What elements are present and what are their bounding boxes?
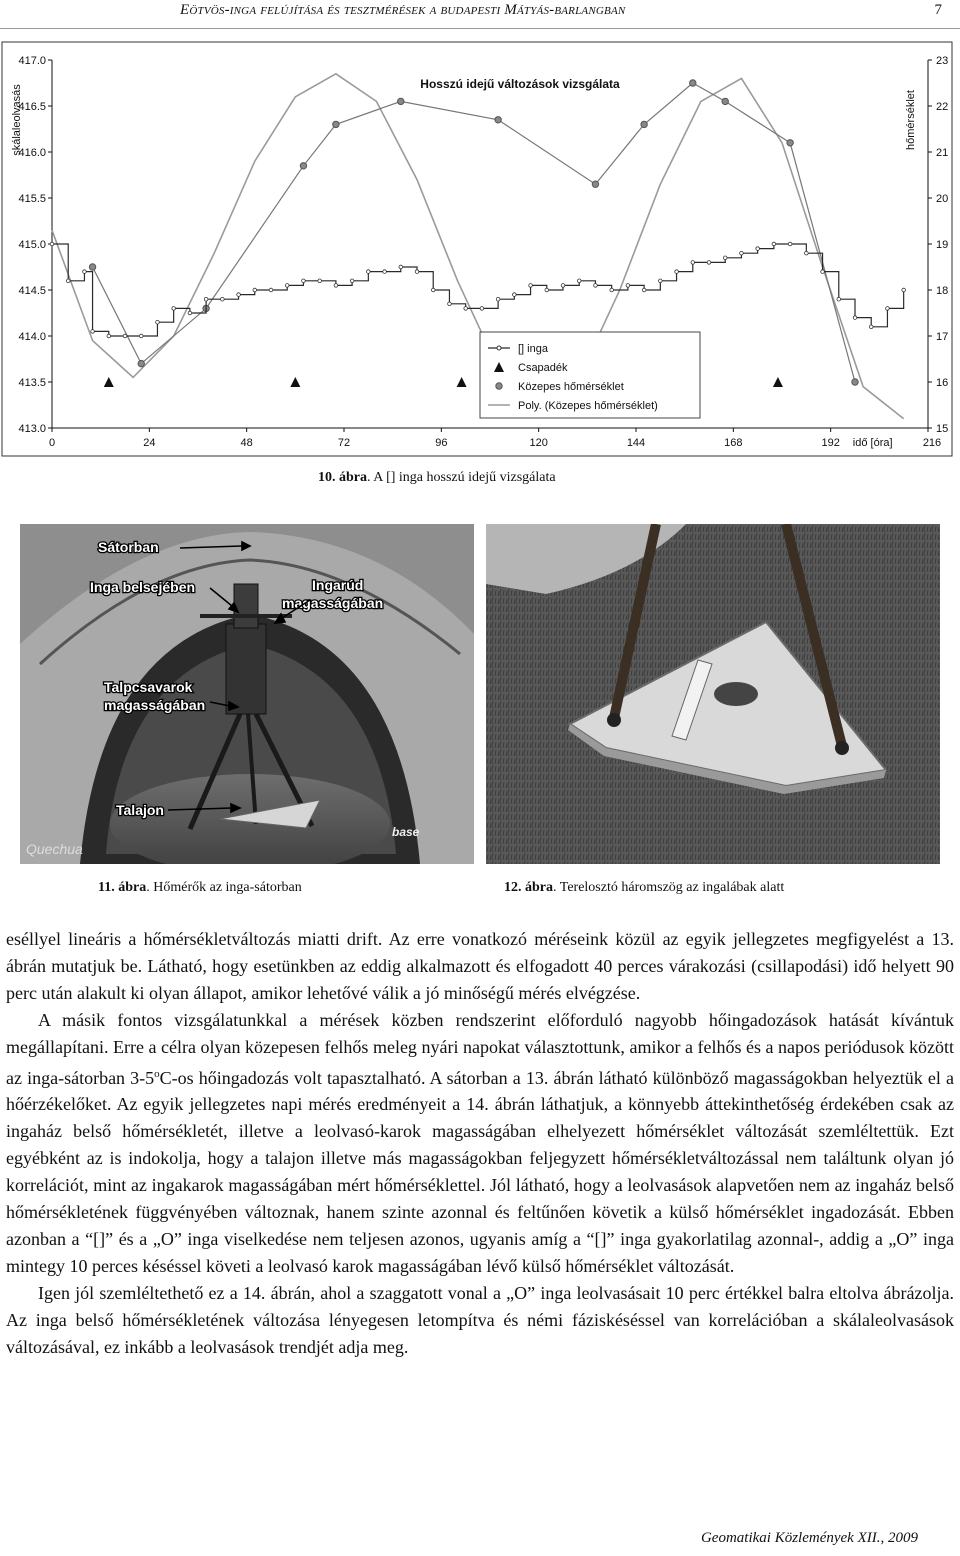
inga-point — [772, 242, 776, 246]
x-tick-label: 144 — [626, 437, 646, 449]
y2-tick-label: 16 — [936, 377, 949, 389]
temperature-point — [138, 360, 144, 366]
inga-point — [723, 256, 727, 260]
inga-point — [350, 279, 354, 283]
y-tick-label: 416.5 — [18, 101, 46, 113]
journal-footer: Geomatikai Közlemények XII., 2009 — [700, 1530, 918, 1546]
figure-11-caption — [98, 880, 302, 896]
inga-point — [788, 242, 792, 246]
inga-point — [431, 288, 435, 292]
inga-point — [853, 316, 857, 320]
x-tick-label: 168 — [724, 437, 743, 449]
temperature-point — [722, 98, 728, 104]
inga-point — [513, 293, 517, 297]
y2-tick-label: 19 — [936, 239, 949, 251]
figure-11-photo — [20, 524, 474, 864]
figure-12-photo — [486, 524, 940, 864]
inga-point — [221, 297, 225, 301]
inga-point — [367, 270, 371, 274]
inga-point — [107, 334, 111, 338]
inga-point — [740, 251, 744, 255]
inga-point — [691, 261, 695, 265]
inga-point — [204, 297, 208, 301]
inga-point — [91, 330, 95, 334]
y2-tick-label: 20 — [936, 193, 949, 205]
figure-10-text: . A [] inga hosszú idejű vizsgálata — [367, 470, 556, 485]
inga-point — [610, 288, 614, 292]
legend-label: Csapadék — [518, 362, 568, 374]
y-tick-label: 417.0 — [18, 55, 46, 67]
paragraph-2 — [6, 1007, 954, 1280]
inga-point — [902, 288, 906, 292]
inga-point — [869, 325, 873, 329]
temperature-point — [641, 121, 647, 127]
inga-point — [529, 284, 533, 288]
inga-point — [172, 307, 176, 311]
legend-swatch-temperature — [496, 383, 502, 389]
y2-tick-label: 18 — [936, 285, 949, 297]
x-axis-label: idő [óra] — [852, 437, 893, 449]
figure-10-chart — [0, 40, 960, 460]
y-tick-label: 414.0 — [18, 331, 46, 343]
inga-point — [480, 307, 484, 311]
x-tick-label: 216 — [922, 437, 942, 449]
y-tick-label: 415.0 — [18, 239, 46, 251]
page-number: 7 — [934, 2, 942, 18]
label-inga-belsejeben: Inga belsejében — [90, 579, 196, 595]
inga-point — [642, 288, 646, 292]
inga-point — [756, 247, 760, 251]
inga-point — [50, 242, 54, 246]
chart-title: Hosszú idejű változások vizsgálata — [420, 77, 620, 91]
inga-point — [415, 270, 419, 274]
legend-label: Poly. (Közepes hőmérséklet) — [518, 400, 658, 412]
inga-point — [464, 307, 468, 311]
y2-tick-label: 22 — [936, 101, 949, 113]
legend-swatch-inga-marker — [497, 346, 501, 350]
y-tick-label: 413.0 — [18, 423, 46, 435]
header-rule — [0, 28, 960, 29]
figure-11-label: 11. ábra — [98, 880, 147, 895]
inga-point — [399, 265, 403, 269]
running-header — [0, 0, 960, 34]
inga-point — [837, 297, 841, 301]
x-tick-label: 24 — [143, 437, 156, 449]
figure-11-text: . Hőmérők az inga-sátorban — [146, 880, 302, 895]
y2-tick-label: 17 — [936, 331, 949, 343]
y2-axis-label: hőmérséklet — [905, 90, 917, 150]
label-ingarud: Ingarúd — [312, 577, 364, 593]
inga-point — [577, 279, 581, 283]
y-tick-label: 413.5 — [18, 377, 46, 389]
label-talpcsavarok: Talpcsavarok — [104, 679, 193, 695]
inga-point — [139, 334, 143, 338]
legend-label: Közepes hőmérséklet — [518, 381, 624, 393]
x-tick-label: 48 — [240, 437, 253, 449]
temperature-point — [592, 181, 598, 187]
x-tick-label: 96 — [435, 437, 448, 449]
temperature-point — [300, 163, 306, 169]
y2-tick-label: 21 — [936, 147, 949, 159]
inga-point — [594, 284, 598, 288]
temperature-point — [690, 80, 696, 86]
temperature-point — [89, 264, 95, 270]
x-tick-label: 192 — [821, 437, 840, 449]
y-axis-label: skálaleolvasás — [11, 84, 23, 156]
x-tick-label: 120 — [529, 437, 548, 449]
inga-point — [318, 279, 322, 283]
inga-point — [302, 279, 306, 283]
chart-frame — [2, 42, 952, 456]
inga-point — [269, 288, 273, 292]
temperature-point — [852, 379, 858, 385]
inga-point — [707, 261, 711, 265]
inga-point — [188, 311, 192, 315]
paragraph-3: Igen jól szemléltethető ez a 14. ábrán, ahol a szaggatott vonal a „O” inga leolvasásait 10 perc értékkel balra eltolva ábrázolja. Az inga belső hőmérsékletének változása lényegesen letompítva és némi fáziskéséssel van korrelációban a skálaleolvasások változásával, ez inkább a leolvasások trendjét adja meg. — [6, 1282, 954, 1357]
x-tick-label: 0 — [48, 437, 56, 449]
body-text — [6, 926, 954, 1361]
temperature-point — [333, 121, 339, 127]
inga-point — [561, 284, 565, 288]
paragraph-1: eséllyel lineáris a hőmérsékletváltozás miatti drift. Az erre vonatkozó méréseink közül az egyik jellegzetes megfigyelést a 13. ábrán mutatjuk be. Látható, hogy esetünkben az eddig alkalmazott és elfogadott 40 perces várakozási (csillapodási) idő helyett 90 perc után alakult ki olyan állapot, amikor lehetővé válik a jó minőségű mérés elvégzése. — [6, 929, 954, 1003]
inga-point — [545, 288, 549, 292]
inga-point — [805, 251, 809, 255]
inga-point — [886, 307, 890, 311]
inga-point — [496, 297, 500, 301]
inga-point — [821, 270, 825, 274]
figure-12-label: 12. ábra — [504, 880, 553, 895]
label-satorban: Sátorban — [98, 539, 159, 555]
inga-point — [123, 334, 127, 338]
figure-10-caption — [318, 470, 556, 486]
y2-tick-label: 23 — [936, 55, 949, 67]
inga-point — [334, 284, 338, 288]
figure-12-text: . Terelosztó háromszög az ingalábak alatt — [553, 880, 785, 895]
label-talajon: Talajon — [116, 802, 164, 818]
paragraph-2-part-1: A másik fontos vizsgálatunkkal a mérések közben rendszerint előforduló nagyobb hőingadozások hatását kívántuk megállapítani. Erre a célra olyan közepesen felhős meleg nyári napokat választottunk, amikor a felhős és a napos periódusok között az inga-sátorban 3-5 — [6, 1009, 954, 1088]
label-ingarud-magassagaban: magasságában — [282, 595, 384, 611]
header-title: Eötvös-inga felújítása és tesztmérések a budapesti Mátyás-barlangban — [180, 2, 626, 18]
y2-tick-label: 15 — [936, 423, 949, 435]
y-tick-label: 414.5 — [18, 285, 46, 297]
y-tick-label: 415.5 — [18, 193, 46, 205]
inga-point — [383, 270, 387, 274]
inga-point — [66, 279, 70, 283]
temperature-point — [495, 117, 501, 123]
inga-point — [156, 320, 160, 324]
figure-12-caption — [504, 880, 784, 896]
inga-point — [448, 302, 452, 306]
label-talpcsavarok-magassagaban: magasságában — [104, 697, 206, 713]
inga-point — [626, 284, 630, 288]
inga-point — [237, 293, 241, 297]
y-tick-label: 416.0 — [18, 147, 46, 159]
inga-point — [253, 288, 257, 292]
paragraph-2-part-2: C-os hőingadozás volt tapasztalható. A sátorban a 13. ábrán látható különböző magasságokban helyeztük el a hőérzékelőket. Az egyik jellegzetes napi mérés eredményeit a 14. ábrán láthatjuk, a könnyebb áttekinthetőség érdekében csak az ingaház belső hőmérsékletét, illetve a leolvasó-karok magasságában elhelyezett hőmérséklet változását szemléltettük. Ezt egyébként az is indokolja, hogy a talajon illetve más magasságokban feljegyzett hőmérsékletváltozással nem találtunk olyan jó korrelációt, mint az ingakarok magasságában mért hőmérséklettel. Jól látható, hogy a leolvasások alapvetően nem az ingaház belső hőmérsékletének függvényében változnak, hanem szinte azonnal és feltűnően követik a külső hőmérséklet ingadozását. Ebben azonban a “[]” és a „O” inga viselkedése nem teljesen azonos, ugyanis amíg a “[]” inga gyakorlatilag azonnal-, addig a „O” inga mintegy 10 perces késéssel követi a leolvasó karok magasságában lévő külső hőmérséklet változását. — [6, 1067, 955, 1276]
brand-base: base — [392, 825, 420, 839]
inga-point — [659, 279, 663, 283]
temperature-point — [398, 98, 404, 104]
legend-label: [] inga — [518, 343, 548, 355]
brand-quechua: Quechua — [26, 841, 83, 857]
inga-point — [83, 270, 87, 274]
figure-10-label: 10. ábra — [318, 470, 367, 485]
inga-point — [675, 270, 679, 274]
temperature-point — [787, 140, 793, 146]
x-tick-label: 72 — [337, 437, 351, 449]
degree-superscript: o — [154, 1067, 160, 1080]
inga-point — [285, 284, 289, 288]
